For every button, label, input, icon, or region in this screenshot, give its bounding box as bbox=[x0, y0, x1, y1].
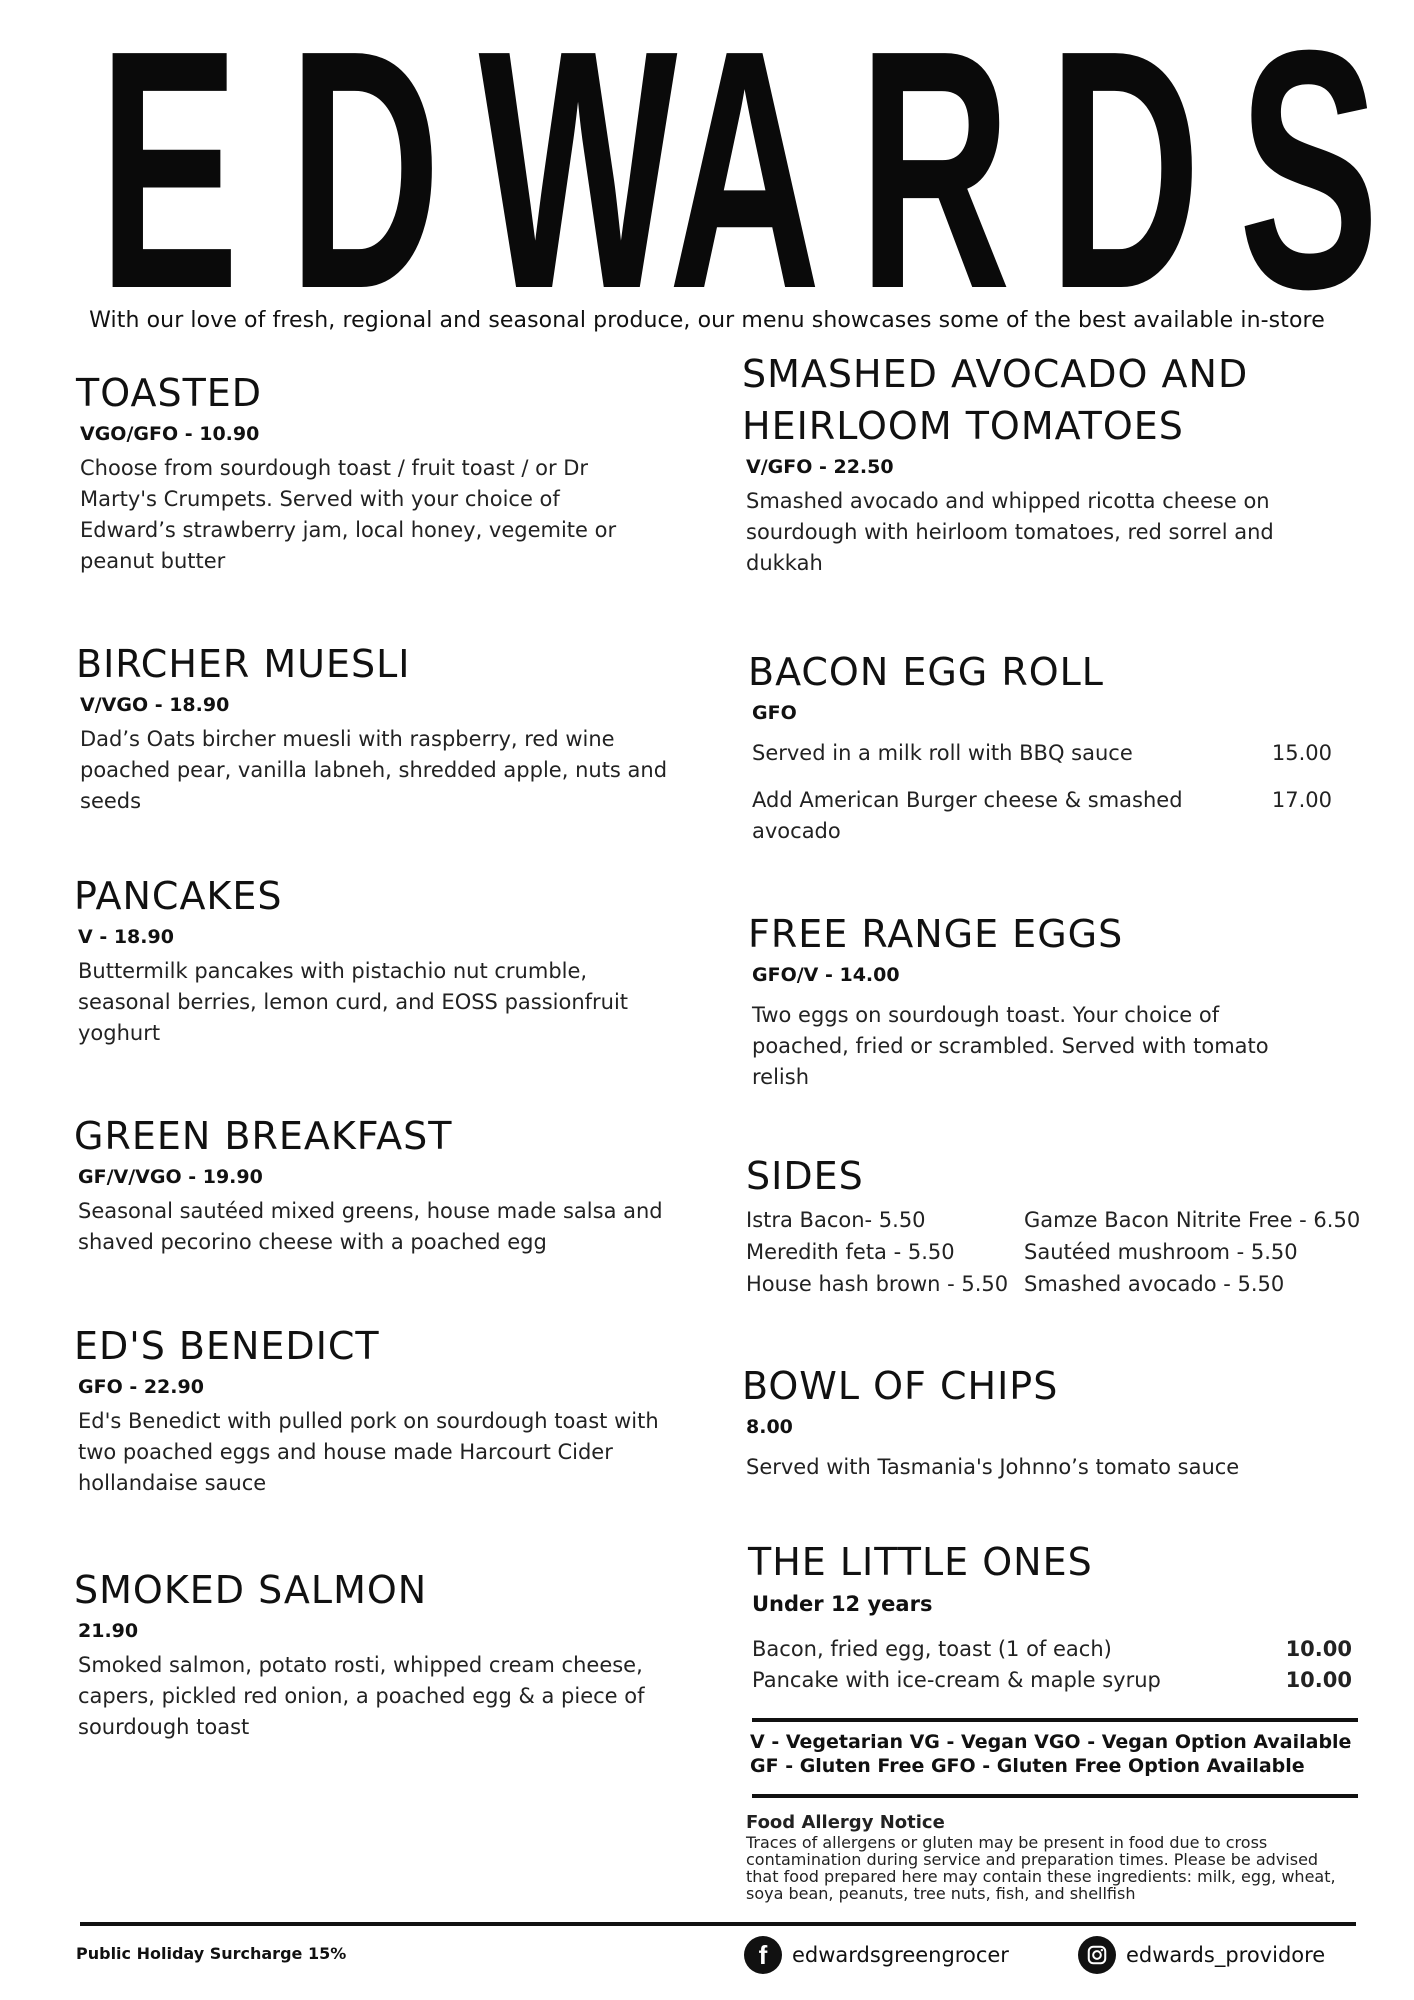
divider bbox=[752, 1718, 1358, 1722]
item-description: Dad’s Oats bircher muesli with raspberry, red wine poached pear, vanilla labneh, shredded apple, nuts and seeds bbox=[80, 727, 668, 813]
item-title: BOWL OF CHIPS bbox=[742, 1364, 1059, 1408]
brand-letter: W bbox=[478, 0, 678, 360]
menu-item-green-breakfast bbox=[74, 1110, 678, 1258]
allergy-text: Traces of allergens or gluten may be present in food due to cross contamination during service and preparation times. Please be advised that food prepared here may contain these ingredients: milk, egg, wheat, soya bean, peanuts, tree nuts, fish, and shellfish bbox=[746, 1833, 1336, 1903]
menu-section-sides bbox=[746, 1150, 1374, 1300]
price-line-label: Pancake with ice-cream & maple syrup bbox=[752, 1668, 1161, 1692]
item-title: SMASHED AVOCADO AND bbox=[742, 352, 1249, 396]
item-description: Smoked salmon, potato rosti, whipped cream cheese, capers, pickled red onion, a poached egg & a piece of sourdough toast bbox=[78, 1653, 645, 1739]
brand-letter: D bbox=[288, 0, 441, 360]
item-title: TOASTED bbox=[76, 371, 263, 415]
item-title: BIRCHER MUESLI bbox=[76, 642, 411, 686]
brand-letter: A bbox=[668, 0, 821, 360]
instagram-glyph bbox=[1086, 1944, 1108, 1966]
footer-facebook[interactable] bbox=[744, 1936, 1009, 1974]
price-line bbox=[752, 1634, 1352, 1665]
price-line-price: 10.00 bbox=[1285, 1668, 1352, 1692]
list-item: Sautéed mushroom - 5.50 bbox=[1024, 1240, 1298, 1264]
item-description: Buttermilk pancakes with pistachio nut crumble, seasonal berries, lemon curd, and EOSS passionfruit yoghurt bbox=[78, 959, 629, 1045]
brand-letter: D bbox=[1048, 0, 1201, 360]
item-description: Choose from sourdough toast / fruit toast / or Dr Marty's Crumpets. Served with your choice of Edward’s strawberry jam, local honey, vegemite or peanut butter bbox=[80, 456, 617, 573]
price-line-label: Served in a milk roll with BBQ sauce bbox=[752, 741, 1133, 765]
price-line bbox=[752, 785, 1332, 847]
menu-item-pancakes bbox=[74, 870, 638, 1049]
item-description: Served with Tasmania's Johnno’s tomato sauce bbox=[746, 1455, 1240, 1479]
item-title: HEIRLOOM TOMATOES bbox=[742, 404, 1184, 448]
item-tag: 8.00 bbox=[746, 1416, 793, 1438]
price-line-price: 15.00 bbox=[1271, 741, 1332, 765]
item-tag: V/VGO - 18.90 bbox=[80, 694, 230, 716]
item-description: Ed's Benedict with pulled pork on sourdough toast with two poached eggs and house made Harcourt Cider hollandaise sauce bbox=[78, 1409, 659, 1495]
tagline: With our love of fresh, regional and seasonal produce, our menu showcases some of the best available in-store bbox=[89, 308, 1325, 333]
list-item: Meredith feta - 5.50 bbox=[746, 1240, 955, 1264]
brand-letter: R bbox=[858, 0, 1011, 360]
list-item: Smashed avocado - 5.50 bbox=[1024, 1272, 1285, 1296]
item-tag: 21.90 bbox=[78, 1620, 139, 1642]
brand-letter: S bbox=[1238, 0, 1380, 360]
item-tag: V - 18.90 bbox=[78, 926, 174, 948]
item-title: PANCAKES bbox=[74, 874, 283, 918]
item-title: SMOKED SALMON bbox=[74, 1568, 428, 1612]
item-tag: Under 12 years bbox=[752, 1592, 933, 1616]
price-line-label: Bacon, fried egg, toast (1 of each) bbox=[752, 1637, 1112, 1661]
item-title: BACON EGG ROLL bbox=[748, 650, 1104, 694]
facebook-handle[interactable]: edwardsgreengrocer bbox=[792, 1943, 1009, 1967]
menu-item-little-ones bbox=[748, 1536, 1352, 1696]
allergy-notice bbox=[746, 1814, 1336, 1902]
sides-list bbox=[746, 1204, 1374, 1300]
legend-line: V - Vegetarian VG - Vegan VGO - Vegan Option Available bbox=[750, 1731, 1352, 1753]
list-item: Istra Bacon- 5.50 bbox=[746, 1208, 926, 1232]
footer-divider bbox=[80, 1922, 1356, 1926]
menu-item-smashed-avocado bbox=[742, 348, 1306, 579]
footer-instagram[interactable] bbox=[1078, 1936, 1325, 1974]
item-tag: GFO bbox=[752, 702, 797, 724]
menu-item-bowl-of-chips bbox=[742, 1360, 1346, 1483]
item-title: ED'S BENEDICT bbox=[74, 1324, 380, 1368]
menu-item-bircher-muesli bbox=[76, 638, 700, 817]
list-item: Gamze Bacon Nitrite Free - 6.50 bbox=[1024, 1208, 1361, 1232]
surcharge-text: Public Holiday Surcharge 15% bbox=[76, 1944, 347, 1963]
divider bbox=[752, 1794, 1358, 1798]
list-item: House hash brown - 5.50 bbox=[746, 1272, 1009, 1296]
menu-item-toasted bbox=[76, 367, 640, 577]
instagram-handle[interactable]: edwards_providore bbox=[1126, 1943, 1326, 1967]
item-title: FREE RANGE EGGS bbox=[748, 912, 1124, 956]
item-title: SIDES bbox=[746, 1154, 864, 1198]
item-description: Smashed avocado and whipped ricotta cheese on sourdough with heirloom tomatoes, red sorrel and dukkah bbox=[746, 489, 1274, 575]
price-line-price: 10.00 bbox=[1285, 1637, 1352, 1661]
item-tag: V/GFO - 22.50 bbox=[746, 456, 894, 478]
allergy-heading: Food Allergy Notice bbox=[746, 1812, 945, 1833]
facebook-icon: f bbox=[744, 1936, 782, 1974]
menu-item-bacon-egg-roll bbox=[748, 646, 1332, 847]
item-tag: GFO/V - 14.00 bbox=[752, 964, 900, 986]
item-title: THE LITTLE ONES bbox=[748, 1540, 1093, 1584]
item-description: Seasonal sautéed mixed greens, house made salsa and shaved pecorino cheese with a poached egg bbox=[78, 1199, 663, 1254]
menu-item-eds-benedict bbox=[74, 1320, 698, 1499]
instagram-icon bbox=[1078, 1936, 1116, 1974]
item-description: Two eggs on sourdough toast. Your choice of poached, fried or scrambled. Served with tomato relish bbox=[752, 1003, 1269, 1089]
item-tag: VGO/GFO - 10.90 bbox=[80, 423, 260, 445]
dietary-legend bbox=[750, 1730, 1351, 1778]
price-line-label: Add American Burger cheese & smashed avocado bbox=[752, 788, 1183, 843]
item-tag: GFO - 22.90 bbox=[78, 1376, 204, 1398]
item-title: GREEN BREAKFAST bbox=[74, 1114, 453, 1158]
item-tag: GF/V/VGO - 19.90 bbox=[78, 1166, 263, 1188]
price-line bbox=[752, 1665, 1352, 1696]
price-line-price: 17.00 bbox=[1271, 788, 1332, 812]
price-line bbox=[752, 738, 1332, 769]
footer-surcharge bbox=[76, 1944, 346, 1963]
menu-item-free-range-eggs bbox=[748, 908, 1312, 1093]
brand-letter: E bbox=[98, 0, 240, 360]
legend-line: GF - Gluten Free GFO - Gluten Free Option Available bbox=[750, 1755, 1305, 1777]
menu-item-smoked-salmon bbox=[74, 1564, 678, 1743]
